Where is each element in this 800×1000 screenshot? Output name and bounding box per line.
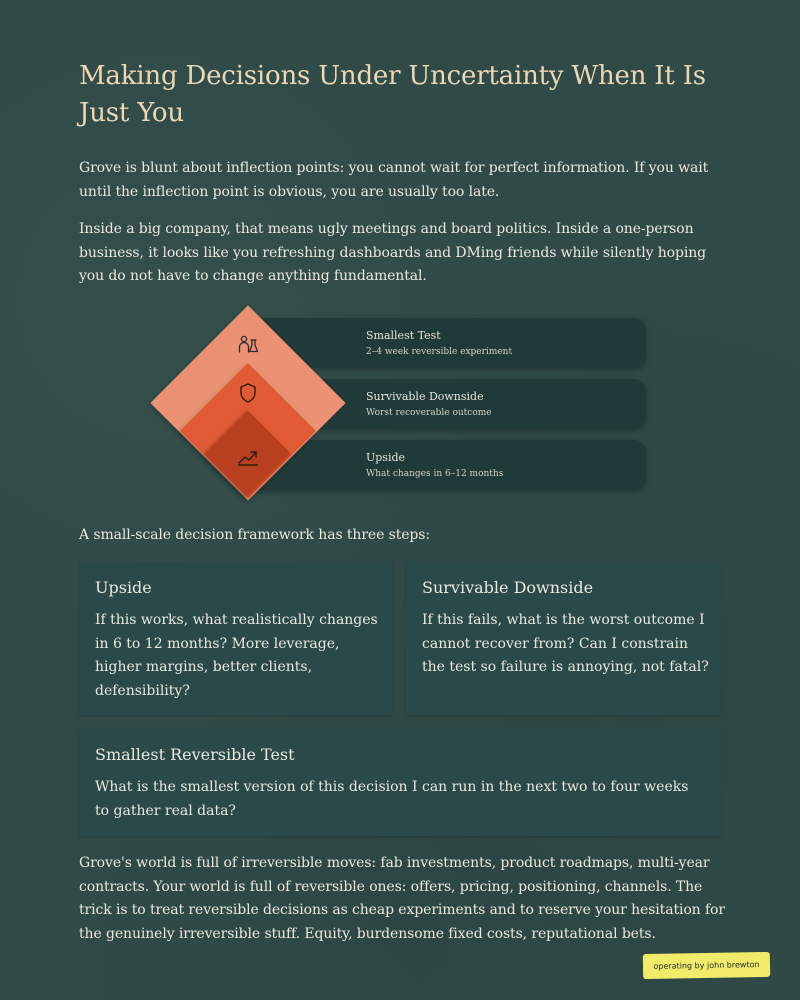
intro-paragraph-1: Grove is blunt about inflection points: you cannot wait for perfect information. If you wait until the inflection point is obvious, you are usually too late. [79, 160, 709, 200]
survivable-downside-box [406, 562, 721, 715]
box-title: Upside [95, 578, 152, 597]
box-body: If this works, what realistically changes in 6 to 12 months? More leverage, higher margins, better clients, defensibility? [95, 612, 378, 699]
intro-paragraph-2: Inside a big company, that means ugly meetings and board politics. Inside a one-person business, it looks like you refreshing dashboards and DMing friends while silently hoping you do not have to change anything fundamental. [79, 221, 707, 284]
diagram-row-subtitle: What changes in 6–12 months [366, 469, 504, 479]
upside-box [79, 562, 392, 715]
diagram-row-title: Survivable Downside [366, 390, 484, 403]
person-flask-icon [237, 333, 259, 355]
framework-intro: A small-scale decision framework has three steps: [79, 527, 430, 543]
box-body: If this fails, what is the worst outcome I cannot recover from? Can I constrain the test so failure is annoying, not fatal? [422, 612, 709, 675]
diagram-row-title: Smallest Test [366, 329, 441, 342]
author-badge: operating by john brewton [643, 952, 770, 979]
smallest-reversible-test-box [79, 729, 721, 836]
shield-icon [238, 382, 258, 404]
box-body: What is the smallest version of this decision I can run in the next two to four weeks to gather real data? [95, 779, 689, 819]
diagram-row-subtitle: Worst recoverable outcome [366, 408, 492, 418]
closing-paragraph: Grove's world is full of irreversible moves: fab investments, product roadmaps, multi-year contracts. Your world is full of reversible ones: offers, pricing, positioning, channels. The trick is to treat reversible decisions as cheap experiments and to reserve your hesitation for the genuinely irreversible stuff. Equity, burdensome fixed costs, reputational bets. [79, 855, 725, 942]
trend-up-icon [237, 447, 259, 467]
diagram-row-subtitle: 2–4 week reversible experiment [366, 347, 513, 357]
box-title: Smallest Reversible Test [95, 745, 295, 764]
page-title: Making Decisions Under Uncertainty When It Is Just You [79, 61, 706, 128]
box-title: Survivable Downside [422, 578, 594, 597]
diagram-row-title: Upside [366, 451, 406, 464]
